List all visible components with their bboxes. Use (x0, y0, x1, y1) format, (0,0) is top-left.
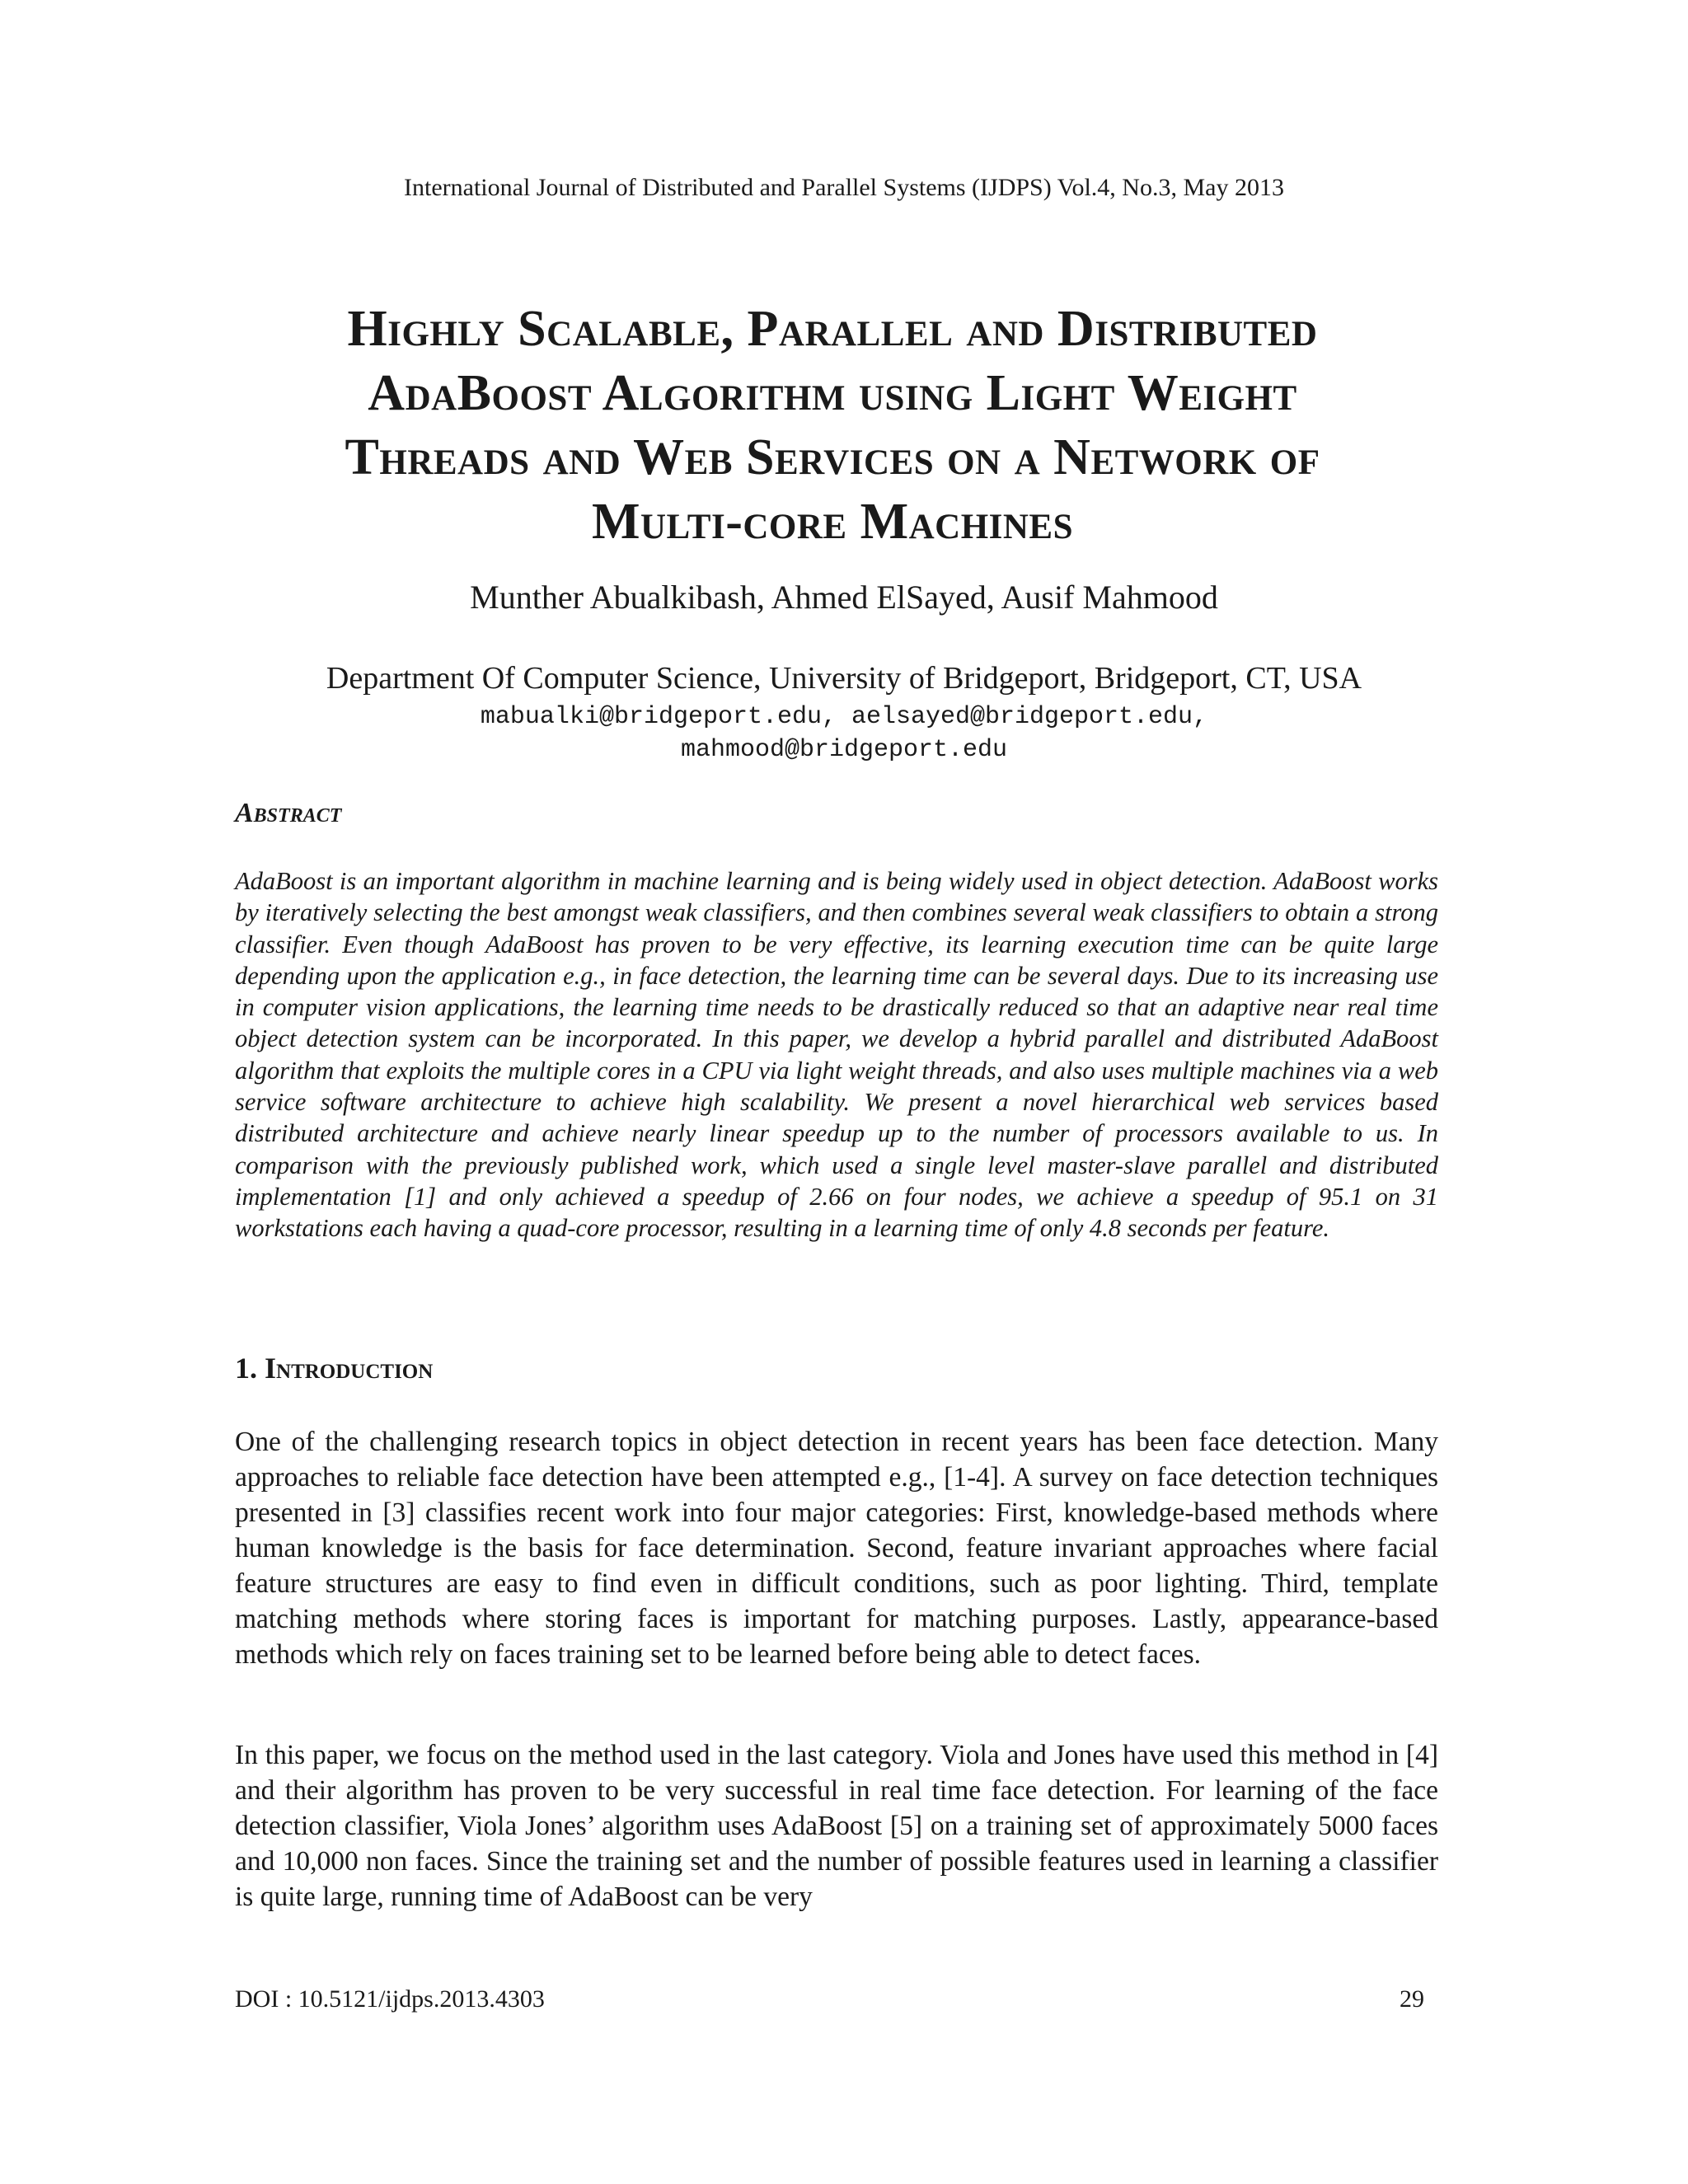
author-list: Munther Abualkibash, Ahmed ElSayed, Ausif Mahmood (470, 579, 1218, 616)
doi-footer: DOI : 10.5121/ijdps.2013.4303 (235, 1985, 545, 2013)
author-emails (0, 701, 1688, 766)
abstract-text: AdaBoost is an important algorithm in machine learning and is being widely used in object detection. AdaBoost works by iteratively selecting the best amongst weak classifiers, and then combines several weak classifiers to obtain a strong classifier. Even though AdaBoost has proven to be very effective, its learning execution time can be quite large depending upon the application e.g., in face detection, the learning time can be several days. Due to its increasing use in computer vision applications, the learning time needs to be drastically reduced so that an adaptive near real time object detection system can be incorporated. In this paper, we develop a hybrid parallel and distributed AdaBoost algorithm that exploits the multiple cores in a CPU via light weight threads, and also uses multiple machines via a web service software architecture to achieve high scalability. We present a novel hierarchical web services based distributed architecture and achieve nearly linear speedup up to the number of processors available to us. In comparison with the previously published work, which used a single level master-slave parallel and distributed implementation [1] and only achieved a speedup of 2.66 on four nodes, we achieve a speedup of 95.1 on 31 workstations each having a quad-core processor, resulting in a learning time of only 4.8 seconds per feature. (235, 867, 1438, 1243)
title-line: AdaBoost Algorithm using Light Weight (368, 365, 1297, 421)
body-paragraph: In this paper, we focus on the method used in the last category. Viola and Jones have used this method in [4] and their algorithm has proven to be very successful in real time face detection. For learning of the face detection classifier, Viola Jones’ algorithm uses AdaBoost [5] on a training set of approximately 5000 faces and 10,000 non faces. Since the training set and the number of possible features used in learning a classifier is quite large, running time of AdaBoost can be very (235, 1740, 1438, 1912)
email-line: mahmood@bridgeport.edu (680, 736, 1008, 764)
title-line: Highly Scalable, Parallel and Distributed (347, 301, 1318, 357)
page-number: 29 (1400, 1985, 1424, 2013)
email-line: mabualki@bridgeport.edu, aelsayed@bridgeport.edu, (480, 703, 1208, 731)
paper-title (214, 297, 1451, 554)
title-line: Threads and Web Services on a Network of (345, 429, 1320, 485)
body-paragraph: One of the challenging research topics in object detection in recent years has been face detection. Many approaches to reliable face detection have been attempted e.g., [1-4]. A survey on face detection techniques presented in [3] classifies recent work into four major categories: First, knowledge-based methods where human knowledge is the basis for face determination. Second, feature invariant approaches where facial feature structures are easy to find even in difficult conditions, such as poor lighting. Third, template matching methods where storing faces is important for matching purposes. Lastly, appearance-based methods which rely on faces training set to be learned before being able to detect faces. (235, 1427, 1438, 1670)
abstract-heading: Abstract (235, 798, 342, 828)
running-header: International Journal of Distributed and Parallel Systems (IJDPS) Vol.4, No.3, May 2013 (404, 174, 1284, 201)
introduction-heading: 1. Introduction (235, 1352, 434, 1385)
affiliation: Department Of Computer Science, University of Bridgeport, Bridgeport, CT, USA (326, 661, 1362, 696)
title-line: Multi-core Machines (591, 494, 1074, 550)
